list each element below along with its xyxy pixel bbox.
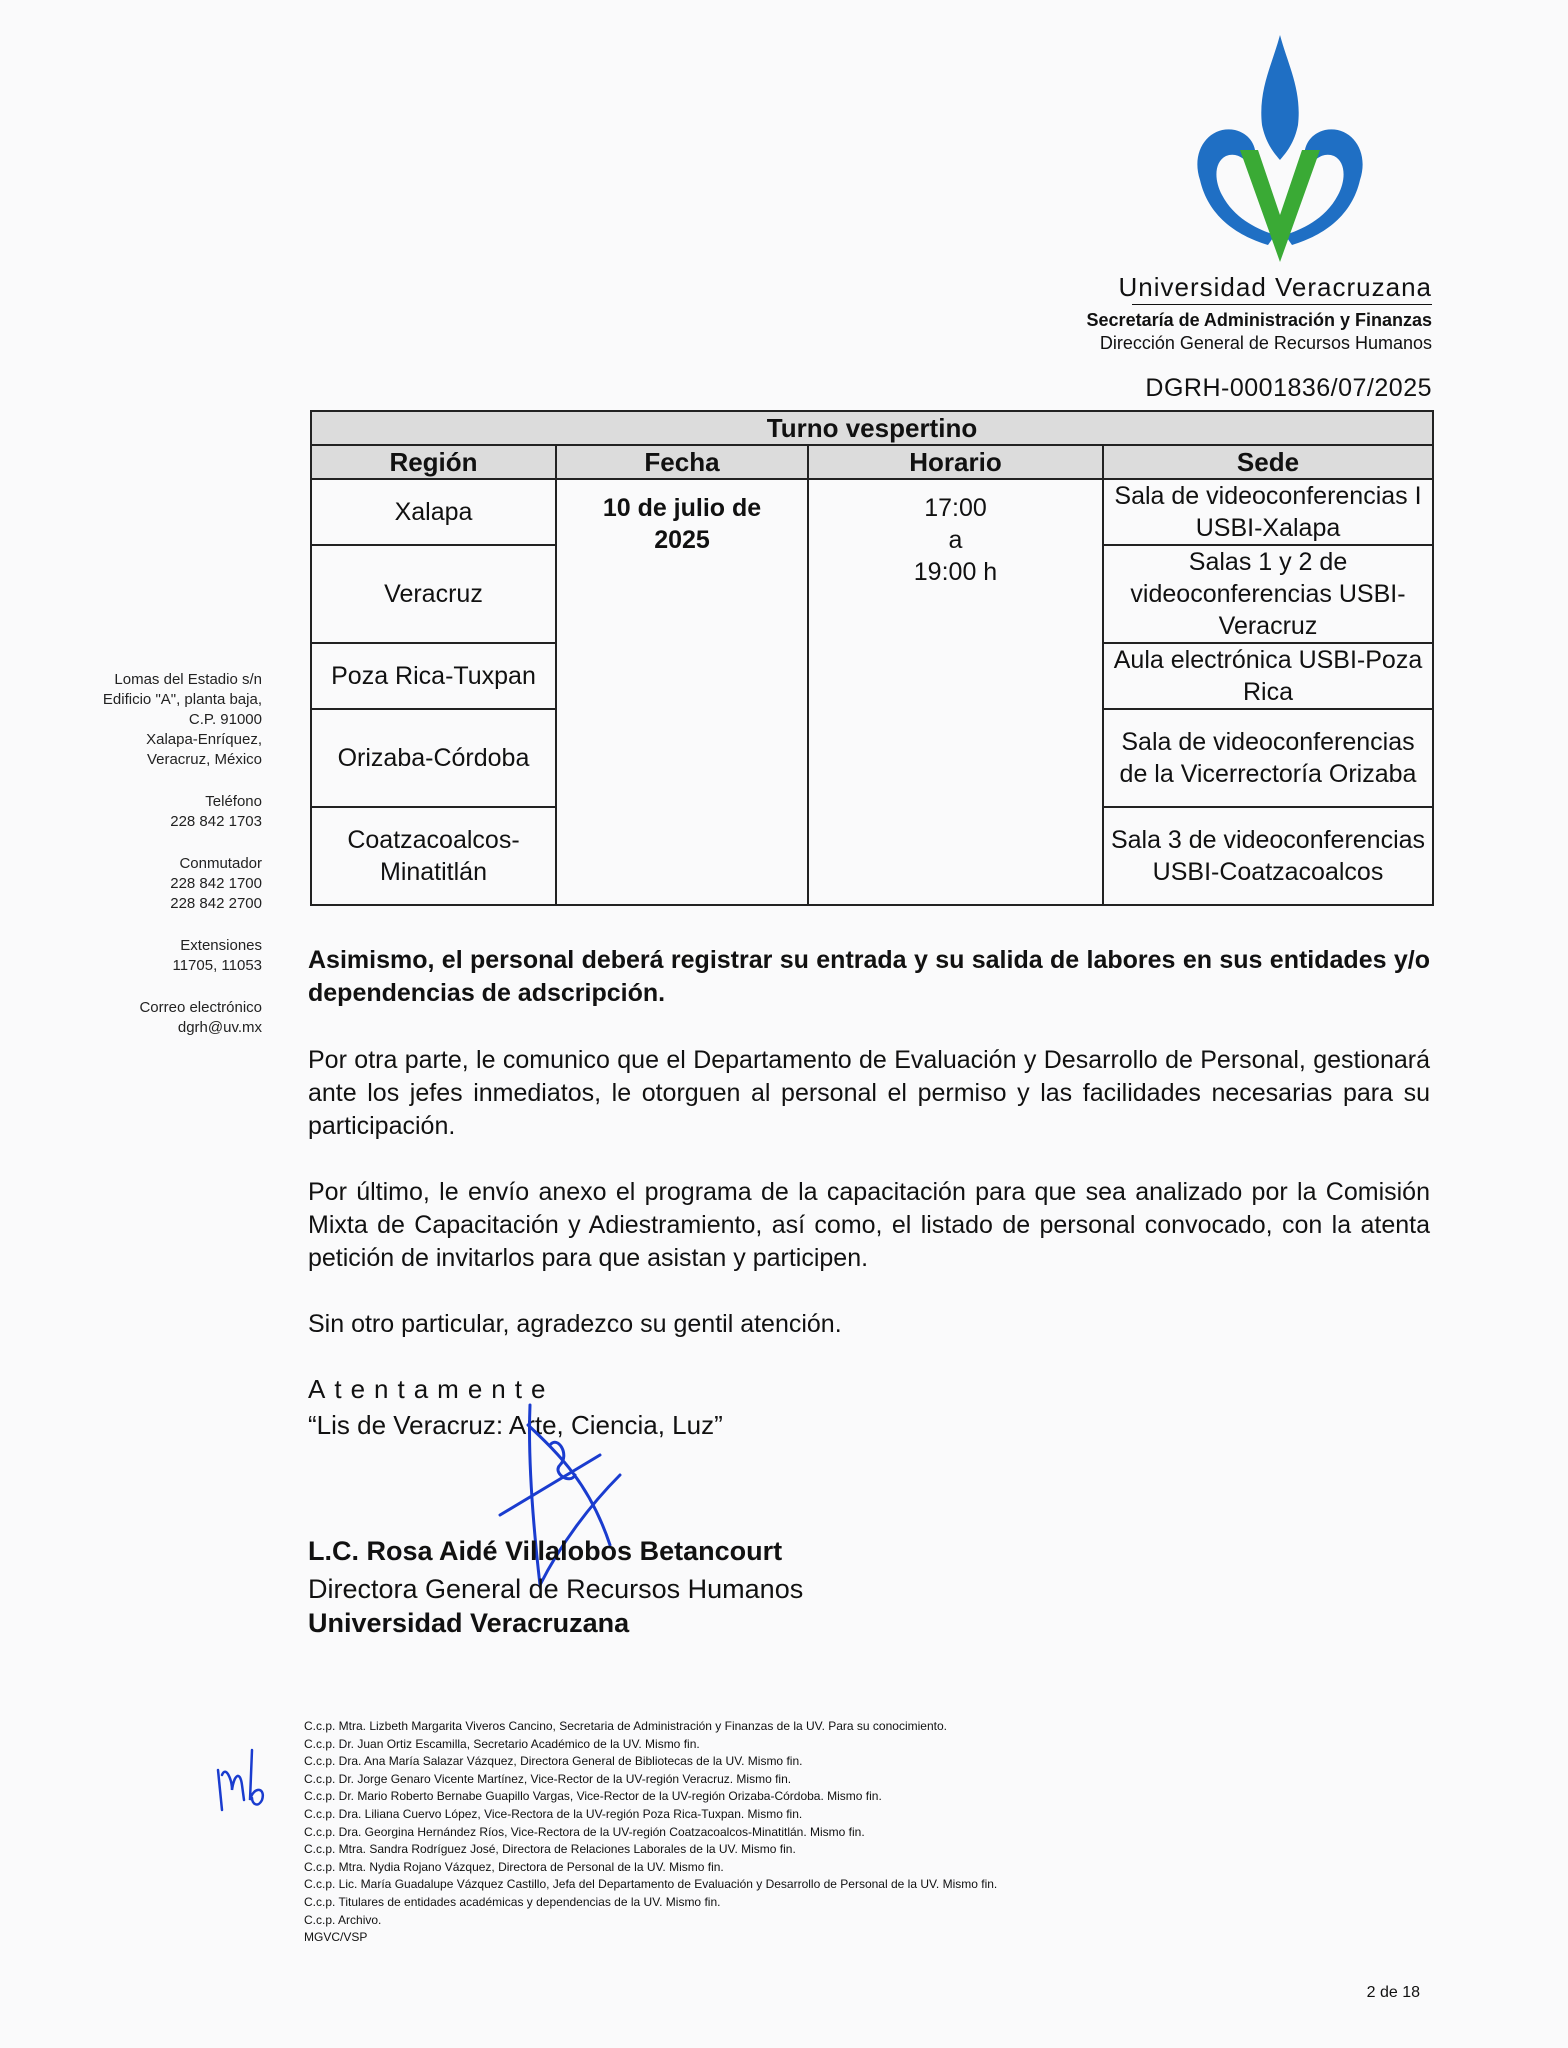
horario-start: 17:00: [924, 494, 987, 522]
secretaria-name: Secretaría de Administración y Finanzas: [1086, 310, 1432, 330]
contact-sidebar: [103, 670, 262, 1060]
ccp-line: C.c.p. Lic. María Guadalupe Vázquez Castillo, Jefa del Departamento de Evaluación y Desarrollo de Personal de la UV. Mismo fin.: [304, 1877, 998, 1892]
switchboard-block: [103, 854, 262, 914]
paragraph-attendance: Asimismo, el personal deberá registrar su entrada y su salida de labores en sus entidades y/o dependencias de adscripción.: [308, 946, 1430, 1007]
handwritten-initials: [210, 1740, 270, 1820]
ccp-line: C.c.p. Archivo.: [304, 1912, 382, 1927]
ccp-line: C.c.p. Dra. Georgina Hernández Ríos, Vice-Rectora de la UV-región Coatzacoalcos-Minatitlán. Mismo fin.: [304, 1824, 865, 1839]
address-line: Lomas del Estadio s/n: [114, 671, 262, 688]
ccp-list: [304, 1718, 997, 1947]
horario-sep: a: [948, 526, 963, 554]
university-name: Universidad Veracruzana: [1118, 272, 1432, 302]
sede-cell: Sala de videoconferencias I USBI-Xalapa: [1103, 479, 1433, 545]
signer-organization: Universidad Veracruzana: [308, 1608, 630, 1638]
paragraph-permissions: Por otra parte, le comunico que el Departamento de Evaluación y Desarrollo de Personal, gestionará ante los jefes inmediatos, le otorguen al personal el permiso y las facilidades necesarias para su participación.: [308, 1046, 1430, 1140]
region-cell: Veracruz: [311, 545, 556, 643]
horario-end: 19:00 h: [913, 558, 998, 586]
ccp-line: C.c.p. Dra. Liliana Cuervo López, Vice-Rectora de la UV-región Poza Rica-Tuxpan. Mismo fin.: [304, 1806, 803, 1821]
column-header: Horario: [808, 445, 1103, 479]
header-divider: [1132, 304, 1432, 305]
extensions-label: Extensiones: [180, 937, 262, 954]
switchboard-label: Conmutador: [179, 855, 262, 872]
ccp-line: C.c.p. Titulares de entidades académicas y dependencias de la UV. Mismo fin.: [304, 1894, 721, 1909]
horario-group: [815, 492, 1096, 588]
address-line: Veracruz, México: [146, 751, 262, 768]
ccp-line: C.c.p. Dra. Ana María Salazar Vázquez, Directora General de Bibliotecas de la UV. Mismo fin.: [304, 1754, 803, 1769]
paragraph-closing: Sin otro particular, agradezco su gentil atención.: [308, 1310, 842, 1338]
column-header: Región: [311, 445, 556, 479]
email-label: Correo electrónico: [139, 999, 262, 1016]
atentamente: Atentamente: [308, 1374, 555, 1404]
schedule-table: [310, 410, 1434, 906]
region-cell: Xalapa: [311, 479, 556, 545]
ccp-line: C.c.p. Dr. Mario Roberto Bernabe Guapillo Vargas, Vice-Rector de la UV-región Orizaba-Córdoba. Mismo fin.: [304, 1789, 882, 1804]
signer-name: L.C. Rosa Aidé Villalobos Betancourt: [308, 1536, 783, 1566]
paragraph-annex: Por último, le envío anexo el programa de la capacitación para que sea analizado por la Comisión Mixta de Capacitación y Adiestramiento, así como, el listado de personal convocado, con la atenta petición de invitarlos para que asistan y participen.: [308, 1178, 1430, 1272]
reference-number: DGRH-0001836/07/2025: [1145, 374, 1432, 402]
email-value: dgrh@uv.mx: [177, 1019, 262, 1036]
region-cell: Poza Rica-Tuxpan: [311, 643, 556, 709]
column-header: Fecha: [556, 445, 808, 479]
sede-cell: Sala de videoconferencias de la Vicerrectoría Orizaba: [1103, 709, 1433, 807]
switchboard-value: 228 842 2700: [170, 895, 262, 912]
email-block: [103, 998, 262, 1038]
extensions-value: 11705, 11053: [172, 957, 262, 974]
region-cell: Coatzacoalcos-Minatitlán: [311, 807, 556, 905]
fecha-cell: [556, 479, 808, 905]
switchboard-value: 228 842 1700: [170, 875, 262, 892]
ccp-line: C.c.p. Mtra. Lizbeth Margarita Viveros Cancino, Secretaria de Administración y Finanzas de la UV. Para su conocimiento.: [304, 1719, 947, 1733]
lema: “Lis de Veracruz: Arte, Ciencia, Luz”: [308, 1410, 723, 1440]
letterhead: [1087, 272, 1432, 355]
page-number: 2 de 18: [1366, 1984, 1420, 2001]
address-line: Edificio "A", planta baja,: [102, 691, 262, 708]
table-row: [311, 479, 1433, 545]
column-header: Sede: [1103, 445, 1433, 479]
address-block: [103, 670, 262, 770]
ccp-line: C.c.p. Mtra. Nydia Rojano Vázquez, Directora de Personal de la UV. Mismo fin.: [304, 1859, 724, 1874]
address-line: C.P. 91000: [188, 711, 262, 728]
extensions-block: [103, 936, 262, 976]
ccp-line: C.c.p. Mtra. Sandra Rodríguez José, Directora de Relaciones Laborales de la UV. Mismo fin.: [304, 1842, 796, 1857]
ccp-line: C.c.p. Dr. Juan Ortiz Escamilla, Secretario Académico de la UV. Mismo fin.: [304, 1736, 700, 1751]
fecha-value: 10 de julio de 2025: [602, 494, 762, 554]
horario-cell: [808, 479, 1103, 905]
sede-cell: Salas 1 y 2 de videoconferencias USBI-Veracruz: [1103, 545, 1433, 643]
address-line: Xalapa-Enríquez,: [146, 731, 262, 748]
phone-value: 228 842 1703: [170, 813, 262, 830]
table-title: Turno vespertino: [311, 411, 1433, 445]
uv-flor-de-lis-logo-icon: [1180, 30, 1380, 270]
direccion-name: Dirección General de Recursos Humanos: [1099, 333, 1432, 353]
ccp-initials: MGVC/VSP: [304, 1930, 368, 1945]
sede-cell: Sala 3 de videoconferencias USBI-Coatzacoalcos: [1103, 807, 1433, 905]
phone-block: [103, 792, 262, 832]
ccp-line: C.c.p. Dr. Jorge Genaro Vicente Martínez, Vice-Rector de la UV-región Veracruz. Mismo fin.: [304, 1771, 792, 1786]
sede-cell: Aula electrónica USBI-Poza Rica: [1103, 643, 1433, 709]
signer-title: Directora General de Recursos Humanos: [308, 1574, 804, 1604]
phone-label: Teléfono: [205, 793, 262, 810]
region-cell: Orizaba-Córdoba: [311, 709, 556, 807]
